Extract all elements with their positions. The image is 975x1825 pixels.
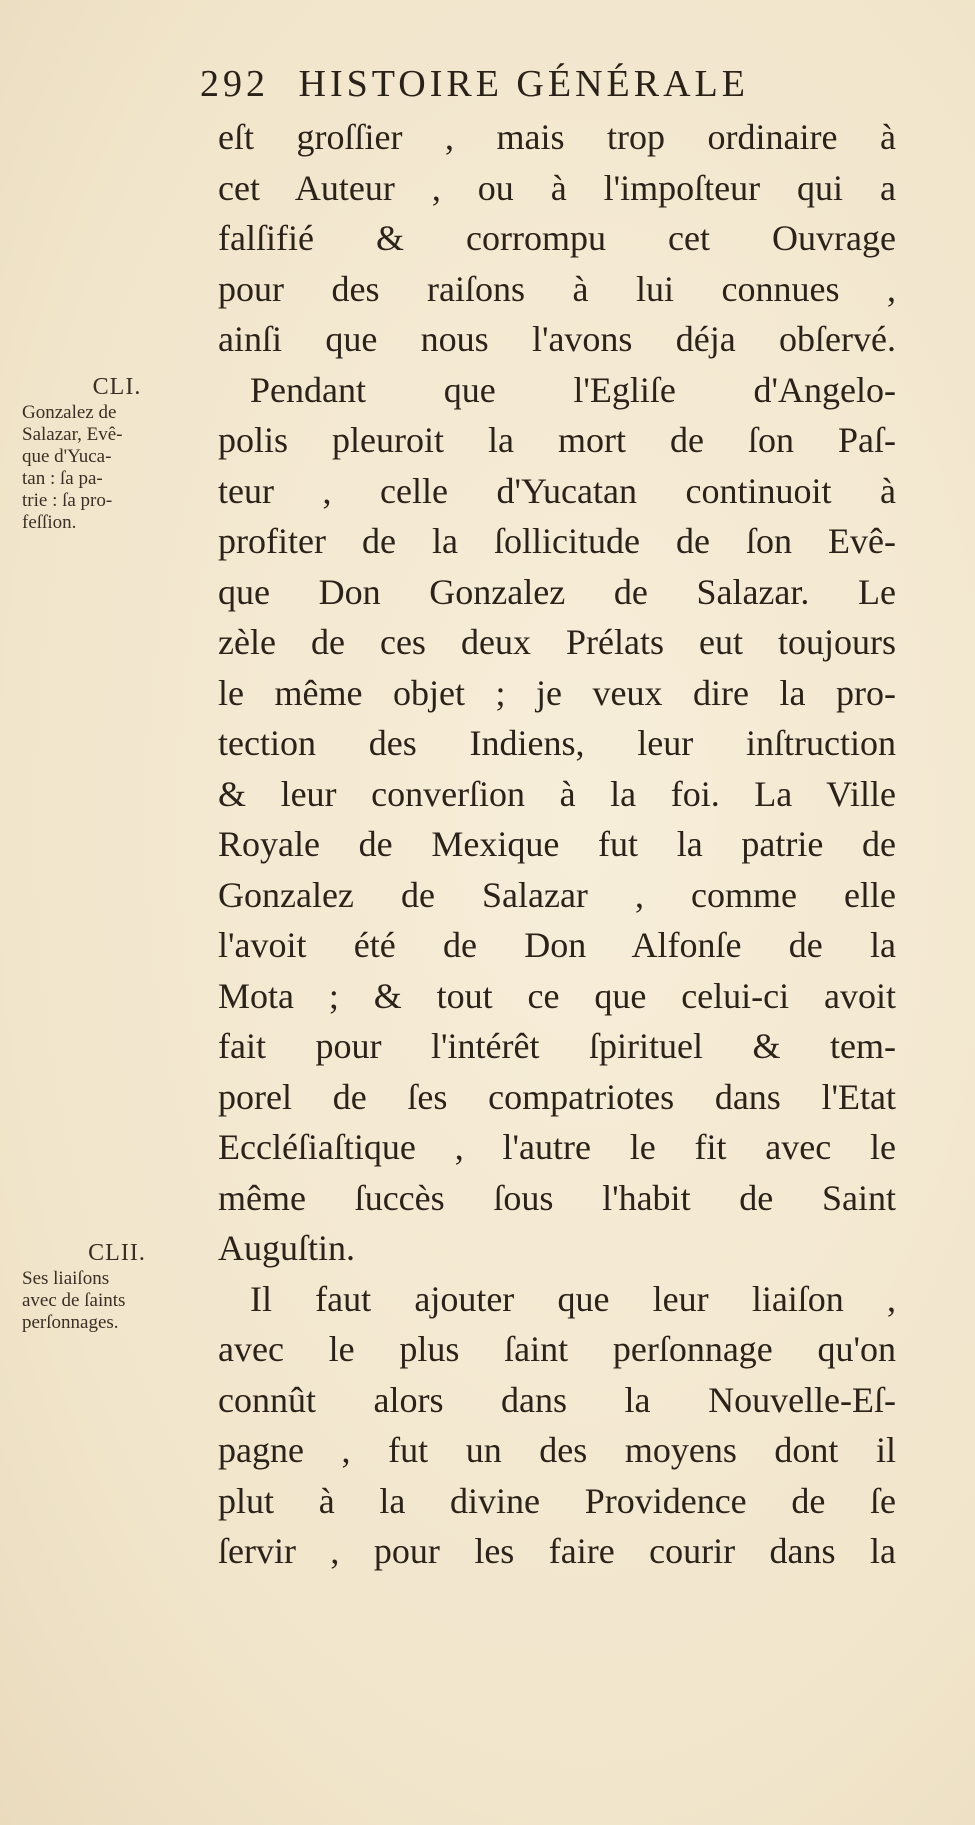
text-line: plut à la divine Providence de ſe — [218, 1480, 896, 1521]
margin-note-line: que d'Yuca- — [22, 446, 112, 467]
text-line: falſifié & corrompu cet Ouvrage — [218, 218, 896, 258]
page-number: 292 — [200, 63, 269, 105]
margin-note-line: trie : ſa pro- — [22, 490, 113, 511]
text-line: porel de ſes compatriotes dans l'Etat — [218, 1076, 896, 1117]
margin-note-line: feſſion. — [22, 512, 77, 533]
margin-note-line: perſonnages. — [22, 1312, 119, 1333]
text-line: avec le plus ſaint perſonnage qu'on — [218, 1329, 896, 1369]
text-line: & leur converſion à la foi. La Ville — [218, 773, 896, 814]
body-text — [218, 112, 896, 1577]
text-line: cet Auteur , ou à l'impoſteur qui a — [218, 167, 896, 208]
margin-note-number: CLII. — [88, 1240, 146, 1266]
text-line: que Don Gonzalez de Salazar. Le — [218, 571, 896, 612]
text-line: même ſuccès ſous l'habit de Saint — [218, 1177, 896, 1218]
text-line: ainſi que nous l'avons déja obſervé. — [218, 319, 896, 359]
text-line: l'avoit été de Don Alfonſe de la — [218, 925, 896, 965]
text-line: ſervir , pour les faire courir dans la — [218, 1531, 896, 1571]
text-line: Auguſtin. — [218, 1228, 356, 1268]
text-line: Il faut ajouter que leur liaiſon , — [250, 1278, 896, 1319]
text-line: zèle de ces deux Prélats eut toujours — [218, 622, 896, 662]
margin-note-cli — [22, 372, 212, 534]
margin-note-line: Ses liaiſons — [22, 1268, 110, 1289]
text-line: pagne , fut un des moyens dont il — [218, 1430, 896, 1470]
text-line: tection des Indiens, leur inſtruction — [218, 723, 896, 763]
text-line: Mota ; & tout ce que celui-ci avoit — [218, 975, 896, 1016]
page-title: HISTOIRE GÉNÉRALE — [298, 63, 749, 105]
margin-note-line: Salazar, Evê- — [22, 424, 123, 445]
running-head — [200, 62, 850, 114]
margin-note-line: avec de ſaints — [22, 1290, 126, 1311]
margin-note-line: tan : ſa pa- — [22, 468, 103, 489]
text-line: le même objet ; je veux dire la pro- — [218, 672, 896, 713]
text-line: eſt groſſier , mais trop ordinaire à — [218, 117, 896, 157]
text-line: pour des raiſons à lui connues , — [218, 268, 896, 309]
text-line: fait pour l'intérêt ſpirituel & tem- — [218, 1026, 896, 1066]
text-line: Royale de Mexique fut la patrie de — [218, 824, 896, 864]
margin-note-number: CLI. — [92, 374, 142, 400]
text-line: teur , celle d'Yucatan continuoit à — [218, 470, 896, 511]
text-line: polis pleuroit la mort de ſon Paſ- — [218, 420, 896, 460]
text-line: connût alors dans la Nouvelle-Eſ- — [218, 1379, 896, 1420]
text-line: profiter de la ſollicitude de ſon Evê- — [218, 521, 896, 561]
text-line: Pendant que l'Egliſe d'Angelo- — [250, 369, 896, 410]
margin-note-line: Gonzalez de — [22, 402, 117, 423]
text-line: Gonzalez de Salazar , comme elle — [218, 874, 896, 915]
text-line: Eccléſiaſtique , l'autre le fit avec le — [218, 1127, 896, 1167]
margin-note-clii — [22, 1238, 212, 1334]
